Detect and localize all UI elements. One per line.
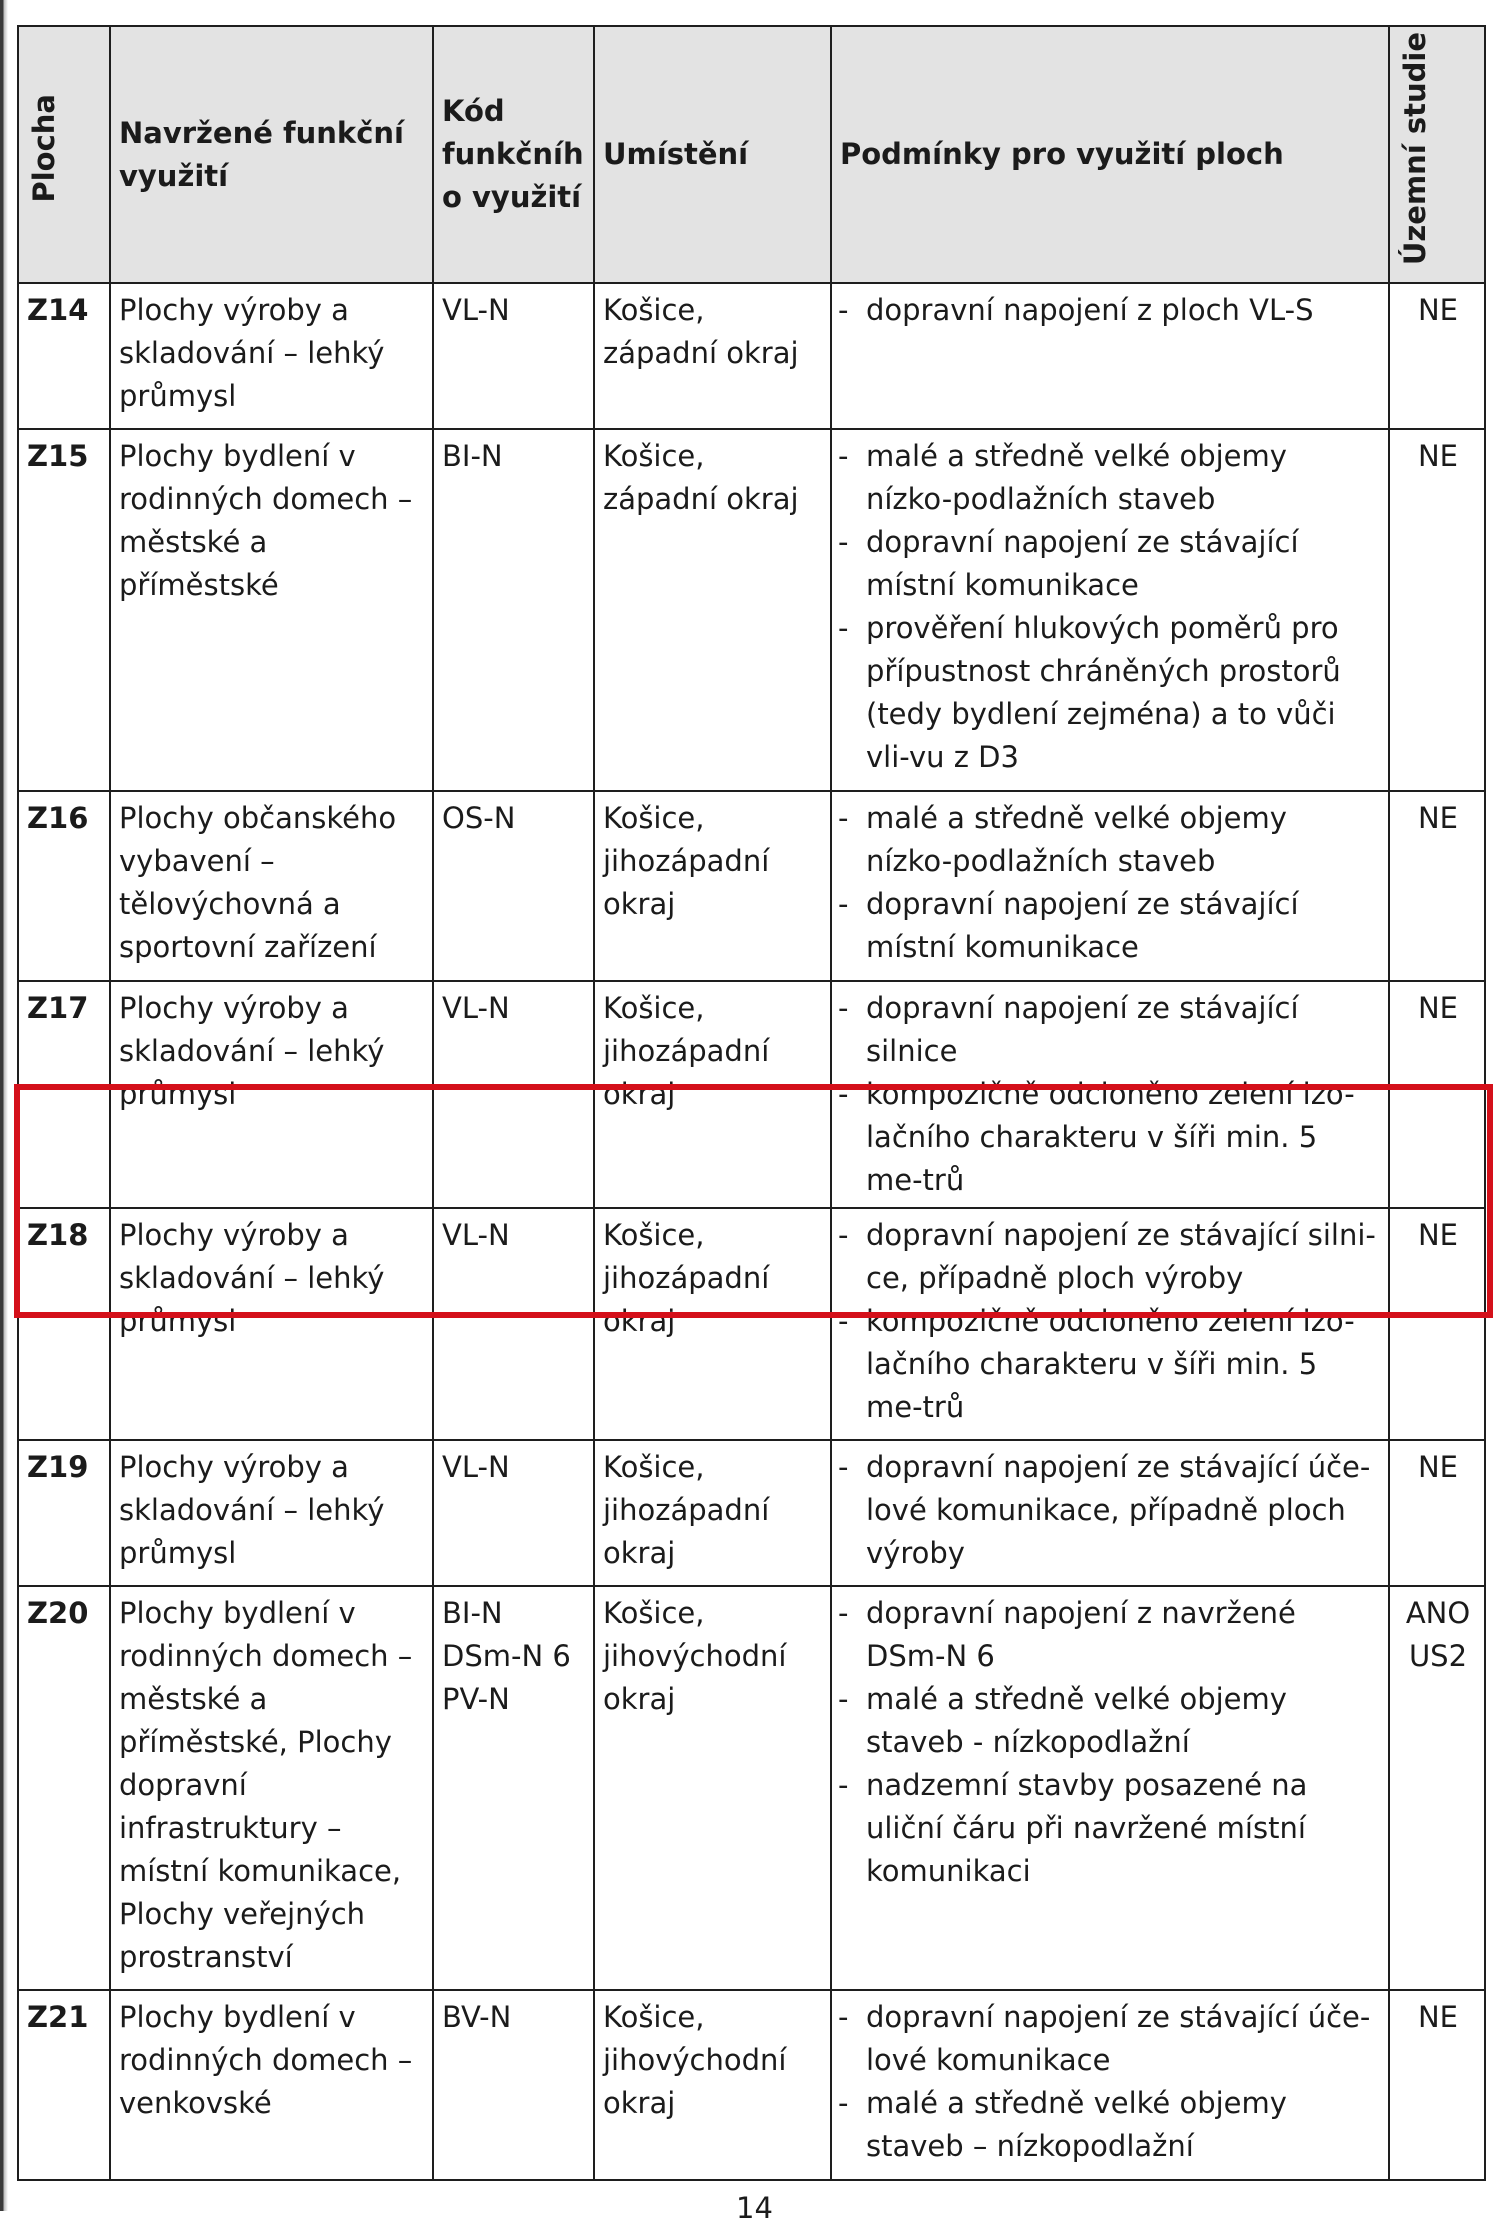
- condition-item: - dopravní napojení ze stávající úče-lové komunikace, případně ploch výroby: [840, 1446, 1382, 1575]
- row-code: BV-N: [433, 1990, 594, 2180]
- table-header-row: [18, 26, 1485, 283]
- row-use: Plochy výroby a skladování – lehký průmysl: [110, 1440, 433, 1586]
- condition-item: - dopravní napojení ze stávající místní komunikace: [840, 521, 1382, 607]
- condition-item: - dopravní napojení z navržené DSm-N 6: [840, 1592, 1382, 1678]
- row-conditions: [831, 1586, 1389, 1990]
- row-code: VL-N: [433, 981, 594, 1208]
- conditions-list: [840, 289, 1382, 332]
- page-number: 14: [736, 2191, 773, 2225]
- row-location: Košice, jihozápadní okraj: [594, 791, 831, 981]
- row-code: BI-N DSm-N 6 PV-N: [433, 1586, 594, 1990]
- conditions-list: [840, 987, 1382, 1202]
- row-study: NE: [1389, 429, 1485, 791]
- condition-item: - dopravní napojení ze stávající úče-lové komunikace: [840, 1996, 1382, 2082]
- row-id: Z21: [18, 1990, 110, 2180]
- row-conditions: [831, 283, 1389, 429]
- row-id: Z18: [18, 1208, 110, 1440]
- conditions-list: [840, 1592, 1382, 1893]
- row-use: Plochy bydlení v rodinných domech – městské a příměstské, Plochy dopravní infrastruktury – místní komunikace, Plochy veřejných prostranství: [110, 1586, 433, 1990]
- row-study: ANO US2: [1389, 1586, 1485, 1990]
- row-code: VL-N: [433, 1440, 594, 1586]
- row-study: NE: [1389, 1440, 1485, 1586]
- row-conditions: [831, 1440, 1389, 1586]
- table-row: [18, 981, 1485, 1208]
- row-conditions: [831, 1208, 1389, 1440]
- condition-item: - dopravní napojení ze stávající silni-ce, případně ploch výroby: [840, 1214, 1382, 1300]
- conditions-list: [840, 797, 1382, 969]
- row-location: Košice, západní okraj: [594, 429, 831, 791]
- row-use: Plochy občanského vybavení – tělovýchovná a sportovní zařízení: [110, 791, 433, 981]
- table-row: [18, 1208, 1485, 1440]
- conditions-list: [840, 1446, 1382, 1575]
- row-conditions: [831, 791, 1389, 981]
- row-use: Plochy výroby a skladování – lehký průmysl: [110, 981, 433, 1208]
- row-id: Z15: [18, 429, 110, 791]
- row-study: NE: [1389, 1208, 1485, 1440]
- row-location: Košice, jihozápadní okraj: [594, 981, 831, 1208]
- condition-item: - dopravní napojení ze stávající místní komunikace: [840, 883, 1382, 969]
- row-use: Plochy výroby a skladování – lehký průmysl: [110, 1208, 433, 1440]
- zoning-table: [17, 25, 1486, 2181]
- row-use: Plochy bydlení v rodinných domech – venkovské: [110, 1990, 433, 2180]
- row-id: Z20: [18, 1586, 110, 1990]
- header-location: Umístění: [594, 26, 831, 283]
- table-row: [18, 429, 1485, 791]
- condition-item: - malé a středně velké objemy staveb - nízkopodlažní: [840, 1678, 1382, 1764]
- condition-item: - malé a středně velké objemy nízko-podlažních staveb: [840, 435, 1382, 521]
- condition-item: - kompozičně odcloněno zelení izo-lačního charakteru v šíři min. 5 me-trů: [840, 1300, 1382, 1429]
- table-row: [18, 283, 1485, 429]
- condition-item: - kompozičně odcloněno zelení izo-lačního charakteru v šíři min. 5 me-trů: [840, 1073, 1382, 1202]
- row-study: NE: [1389, 981, 1485, 1208]
- header-study: Územní studie: [1389, 26, 1485, 283]
- row-conditions: [831, 1990, 1389, 2180]
- condition-item: - dopravní napojení z ploch VL-S: [840, 289, 1382, 332]
- row-id: Z17: [18, 981, 110, 1208]
- conditions-list: [840, 1996, 1382, 2168]
- table-row: [18, 1990, 1485, 2180]
- header-plocha: Plocha: [18, 26, 110, 283]
- row-conditions: [831, 981, 1389, 1208]
- row-code: VL-N: [433, 283, 594, 429]
- row-study: NE: [1389, 283, 1485, 429]
- table-row: [18, 1586, 1485, 1990]
- row-code: OS-N: [433, 791, 594, 981]
- condition-item: - dopravní napojení ze stávající silnice: [840, 987, 1382, 1073]
- condition-item: - prověření hlukových poměrů pro přípustnost chráněných prostorů (tedy bydlení zejména) a to vůči vli-vu z D3: [840, 607, 1382, 779]
- row-id: Z16: [18, 791, 110, 981]
- row-use: Plochy bydlení v rodinných domech – městské a příměstské: [110, 429, 433, 791]
- header-conditions: Podmínky pro využití ploch: [831, 26, 1389, 283]
- header-code: Kód funkčního využití: [433, 26, 594, 283]
- row-study: NE: [1389, 791, 1485, 981]
- condition-item: - nadzemní stavby posazené na uliční čáru při navržené místní komunikaci: [840, 1764, 1382, 1893]
- row-location: Košice, jihovýchodní okraj: [594, 1586, 831, 1990]
- row-location: Košice, jihozápadní okraj: [594, 1440, 831, 1586]
- row-location: Košice, jihozápadní okraj: [594, 1208, 831, 1440]
- condition-item: - malé a středně velké objemy staveb – nízkopodlažní: [840, 2082, 1382, 2168]
- row-id: Z14: [18, 283, 110, 429]
- conditions-list: [840, 435, 1382, 779]
- conditions-list: [840, 1214, 1382, 1429]
- row-conditions: [831, 429, 1389, 791]
- table-row: [18, 791, 1485, 981]
- header-use: Navržené funkční využití: [110, 26, 433, 283]
- row-code: BI-N: [433, 429, 594, 791]
- page-left-edge: [0, 0, 8, 2211]
- table-row: [18, 1440, 1485, 1586]
- condition-item: - malé a středně velké objemy nízko-podlažních staveb: [840, 797, 1382, 883]
- row-location: Košice, jihovýchodní okraj: [594, 1990, 831, 2180]
- row-id: Z19: [18, 1440, 110, 1586]
- row-location: Košice, západní okraj: [594, 283, 831, 429]
- row-use: Plochy výroby a skladování – lehký průmysl: [110, 283, 433, 429]
- row-code: VL-N: [433, 1208, 594, 1440]
- row-study: NE: [1389, 1990, 1485, 2180]
